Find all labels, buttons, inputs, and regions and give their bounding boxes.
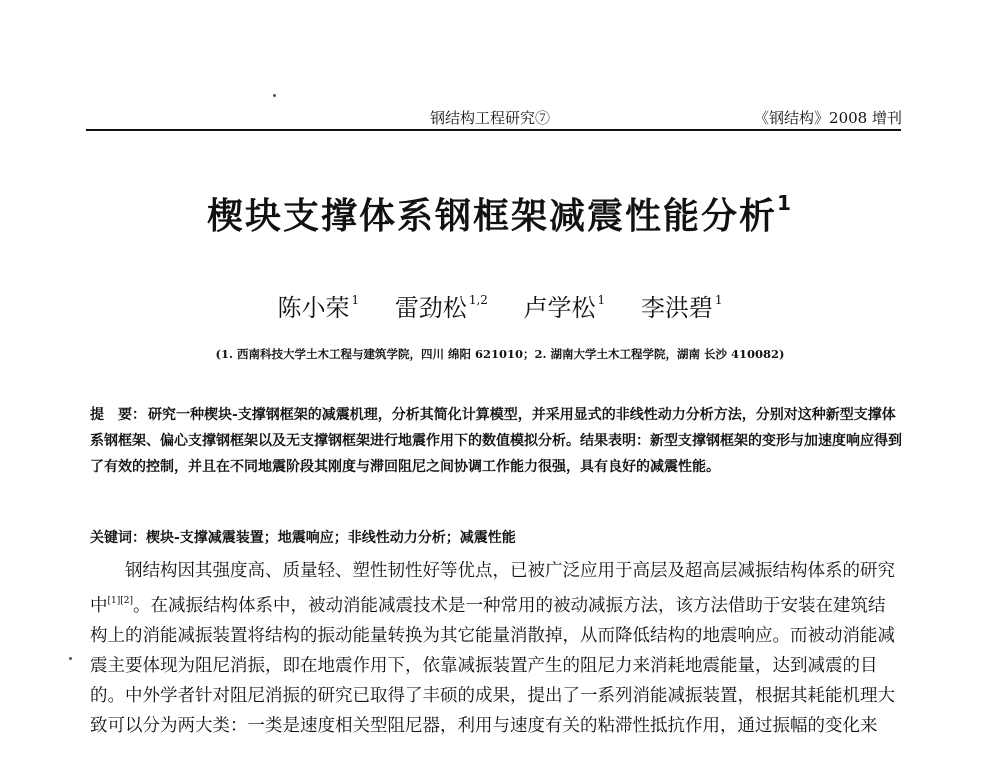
author: [641, 288, 723, 323]
author: [278, 288, 360, 323]
citation-refs: [1][2]: [107, 596, 133, 606]
author: [524, 288, 606, 323]
keywords-label: 关键词：: [90, 530, 146, 546]
abstract-label: 提 要：: [90, 407, 146, 423]
abstract: [90, 402, 905, 480]
body-paragraph: [90, 556, 902, 741]
scan-speck: [69, 657, 72, 660]
author-name: 卢学松: [523, 294, 596, 322]
keywords-text: 楔块-支撑减震装置；地震响应；非线性动力分析；减震性能: [146, 530, 516, 546]
header-series: 钢结构工程研究⑦: [430, 109, 551, 127]
paper-title: [0, 188, 1000, 239]
author-list: [0, 288, 1000, 323]
body-text-part2: 。在减振结构体系中，被动消能减震技术是一种常用的被动减振方法，该方法借助于安装在建筑结构上的消能减振装置将结构的振动能量转换为其它能量消散掉，从而降低结构的地震响应。而被动消能减震主要体现为阻尼消振，即在地震作用下，依靠减振装置产生的阻尼力来消耗地震能量，达到减震的目的。中外学者针对阻尼消振的研究已取得了丰硕的成果，提出了一系列消能减振装置，根据其耗能机理大致可以分为两大类：一类是速度相关型阻尼器，利用与速度有关的粘滞性抵抗作用，通过振幅的变化来: [90, 596, 895, 736]
scan-speck: [273, 94, 276, 97]
author-name: 雷劲松: [394, 294, 467, 322]
header-journal: 《钢结构》2008 增刊: [754, 109, 902, 127]
affiliations: (1. 西南科技大学土木工程与建筑学院，四川 绵阳 621010；2. 湖南大学土木工程学院，湖南 长沙 410082): [215, 347, 785, 361]
author-affil-mark: 1,2: [468, 293, 488, 307]
header-rule: [86, 129, 901, 131]
keywords: [90, 525, 905, 551]
paper-title-text: 楔块支撑体系钢框架减震性能分析: [207, 196, 778, 237]
author-name: 李洪碧: [640, 294, 713, 322]
author-affil-mark: 1: [714, 293, 723, 307]
author: [395, 288, 488, 323]
title-footnote-mark: 1: [777, 191, 793, 215]
author-affil-mark: 1: [597, 293, 606, 307]
author-name: 陈小荣: [277, 294, 350, 322]
body-text-part1: 钢结构因其强度高、质量轻、塑性韧性好等优点，已被广泛应用于高层及超高层减振结构体系的研究中: [90, 561, 895, 616]
author-affil-mark: 1: [351, 293, 360, 307]
abstract-text: 研究一种楔块-支撑钢框架的减震机理，分析其简化计算模型，并采用显式的非线性动力分析方法，分别对这种新型支撑体系钢框架、偏心支撑钢框架以及无支撑钢框架进行地震作用下的数值模拟分析。结果表明：新型支撑钢框架的变形与加速度响应得到了有效的控制，并且在不同地震阶段其刚度与滞回阻尼之间协调工作能力很强，具有良好的减震性能。: [90, 407, 902, 475]
